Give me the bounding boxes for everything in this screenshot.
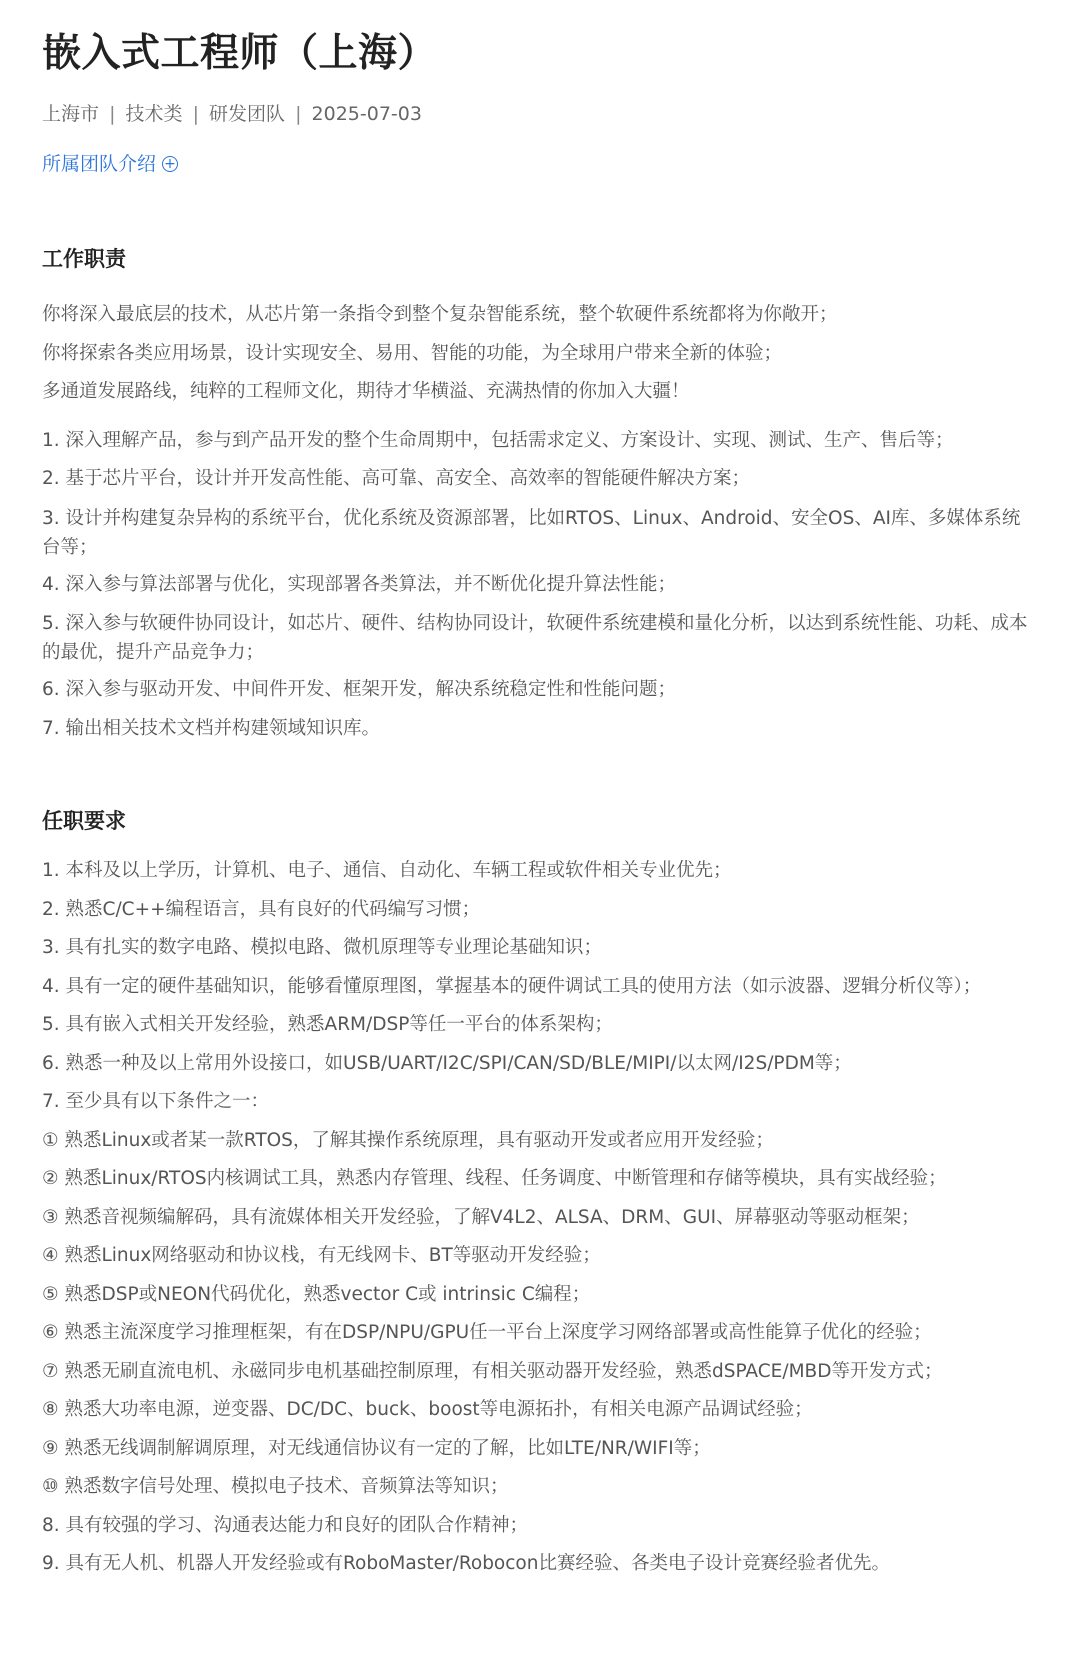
requirement-item: 5. 具有嵌入式相关开发经验，熟悉ARM/DSP等任一平台的体系架构；	[42, 1014, 613, 1035]
requirement-subitem: ⑤ 熟悉DSP或NEON代码优化，熟悉vector C或 intrinsic C编程；	[42, 1283, 591, 1305]
duties-intro	[42, 296, 1042, 412]
meta-separator: |	[192, 103, 199, 125]
job-team: 研发团队	[209, 103, 286, 125]
intro-line: 多通道发展路线，纯粹的工程师文化，期待才华横溢、充满热情的你加入大疆！	[42, 381, 690, 402]
duty-item-line: 的最优，提升产品竞争力；	[42, 642, 265, 663]
job-category: 技术类	[125, 103, 183, 125]
intro-line: 你将深入最底层的技术，从芯片第一条指令到整个复杂智能系统，整个软硬件系统都将为你敞开；	[42, 304, 838, 325]
job-detail-page	[42, 0, 1042, 1584]
job-city: 上海市	[42, 103, 100, 125]
duty-item-line: 3. 设计并构建复杂异构的系统平台，优化系统及资源部署，比如RTOS、Linux、Android、安全OS、AI库、多媒体系统	[42, 507, 1021, 529]
job-title: 嵌入式工程师（上海）	[42, 31, 438, 76]
requirement-subitem: ① 熟悉Linux或者某一款RTOS，了解其操作系统原理，具有驱动开发或者应用开发经验；	[42, 1129, 774, 1151]
requirement-item: 1. 本科及以上学历，计算机、电子、通信、自动化、车辆工程或软件相关专业优先；	[42, 860, 732, 881]
requirement-subitem: ④ 熟悉Linux网络驱动和协议栈，有无线网卡、BT等驱动开发经验；	[42, 1245, 601, 1266]
requirement-item: 4. 具有一定的硬件基础知识，能够看懂原理图，掌握基本的硬件调试工具的使用方法（如示波器、逻辑分析仪等）；	[42, 975, 982, 997]
duty-item: 1. 深入理解产品，参与到产品开发的整个生命周期中，包括需求定义、方案设计、实现、测试、生产、售后等；	[42, 429, 954, 451]
requirements-list	[42, 852, 1042, 1584]
requirement-subitem: ⑦ 熟悉无刷直流电机、永磁同步电机基础控制原理，有相关驱动器开发经验，熟悉dSPACE/MBD等开发方式；	[42, 1360, 943, 1382]
duty-item: 7. 输出相关技术文档并构建领域知识库。	[42, 717, 381, 739]
duty-item	[42, 499, 1042, 566]
duty-item-line: 台等；	[42, 536, 98, 558]
duty-item-line: 5. 深入参与软硬件协同设计，如芯片、硬件、结构协同设计，软硬件系统建模和量化分析，以达到系统性能、功耗、成本	[42, 613, 1028, 634]
plus-circle-icon[interactable]: +	[162, 156, 178, 172]
duty-item	[42, 604, 1042, 671]
requirement-subitem: ⑥ 熟悉主流深度学习推理框架，有在DSP/NPU/GPU任一平台上深度学习网络部署或高性能算子优化的经验；	[42, 1322, 932, 1343]
requirements-heading: 任职要求	[42, 809, 126, 833]
requirement-subitem: ⑩ 熟悉数字信号处理、模拟电子技术、音频算法等知识；	[42, 1476, 509, 1497]
requirement-item: 6. 熟悉一种及以上常用外设接口，如USB/UART/I2C/SPI/CAN/SD/BLE/MIPI/以太网/I2S/PDM等；	[42, 1052, 852, 1074]
job-meta	[42, 100, 1042, 128]
duties-list	[42, 422, 1042, 749]
duty-item: 4. 深入参与算法部署与优化，实现部署各类算法，并不断优化提升算法性能；	[42, 573, 677, 595]
meta-separator: |	[295, 103, 302, 125]
team-intro-link[interactable]	[42, 150, 178, 178]
duties-heading: 工作职责	[42, 247, 126, 271]
requirement-item: 3. 具有扎实的数字电路、模拟电路、微机原理等专业理论基础知识；	[42, 937, 603, 958]
meta-separator: |	[109, 103, 116, 125]
requirement-subitem: ② 熟悉Linux/RTOS内核调试工具，熟悉内存管理、线程、任务调度、中断管理和存储等模块，具有实战经验；	[42, 1168, 947, 1189]
requirement-item: 2. 熟悉C/C++编程语言，具有良好的代码编写习惯；	[42, 898, 481, 920]
duty-item: 6. 深入参与驱动开发、中间件开发、框架开发，解决系统稳定性和性能问题；	[42, 679, 677, 700]
requirement-subitem: ⑨ 熟悉无线调制解调原理，对无线通信协议有一定的了解，比如LTE/NR/WIFI等；	[42, 1437, 711, 1459]
job-date: 2025-07-03	[311, 103, 422, 125]
requirement-subitem: ⑧ 熟悉大功率电源，逆变器、DC/DC、buck、boost等电源拓扑，有相关电源产品调试经验；	[42, 1399, 813, 1420]
requirement-item: 9. 具有无人机、机器人开发经验或有RoboMaster/Robocon比赛经验、各类电子设计竞赛经验者优先。	[42, 1553, 890, 1574]
intro-line: 你将探索各类应用场景，设计实现安全、易用、智能的功能，为全球用户带来全新的体验；	[42, 342, 783, 364]
requirement-subitem: ③ 熟悉音视频编解码，具有流媒体相关开发经验，了解V4L2、ALSA、DRM、GUI、屏幕驱动等驱动框架；	[42, 1206, 920, 1228]
requirement-item: 7. 至少具有以下条件之一：	[42, 1091, 270, 1112]
duty-item: 2. 基于芯片平台，设计并开发高性能、高可靠、高安全、高效率的智能硬件解决方案；	[42, 468, 751, 489]
team-intro-label: 所属团队介绍	[42, 153, 157, 175]
requirement-item: 8. 具有较强的学习、沟通表达能力和良好的团队合作精神；	[42, 1514, 529, 1536]
